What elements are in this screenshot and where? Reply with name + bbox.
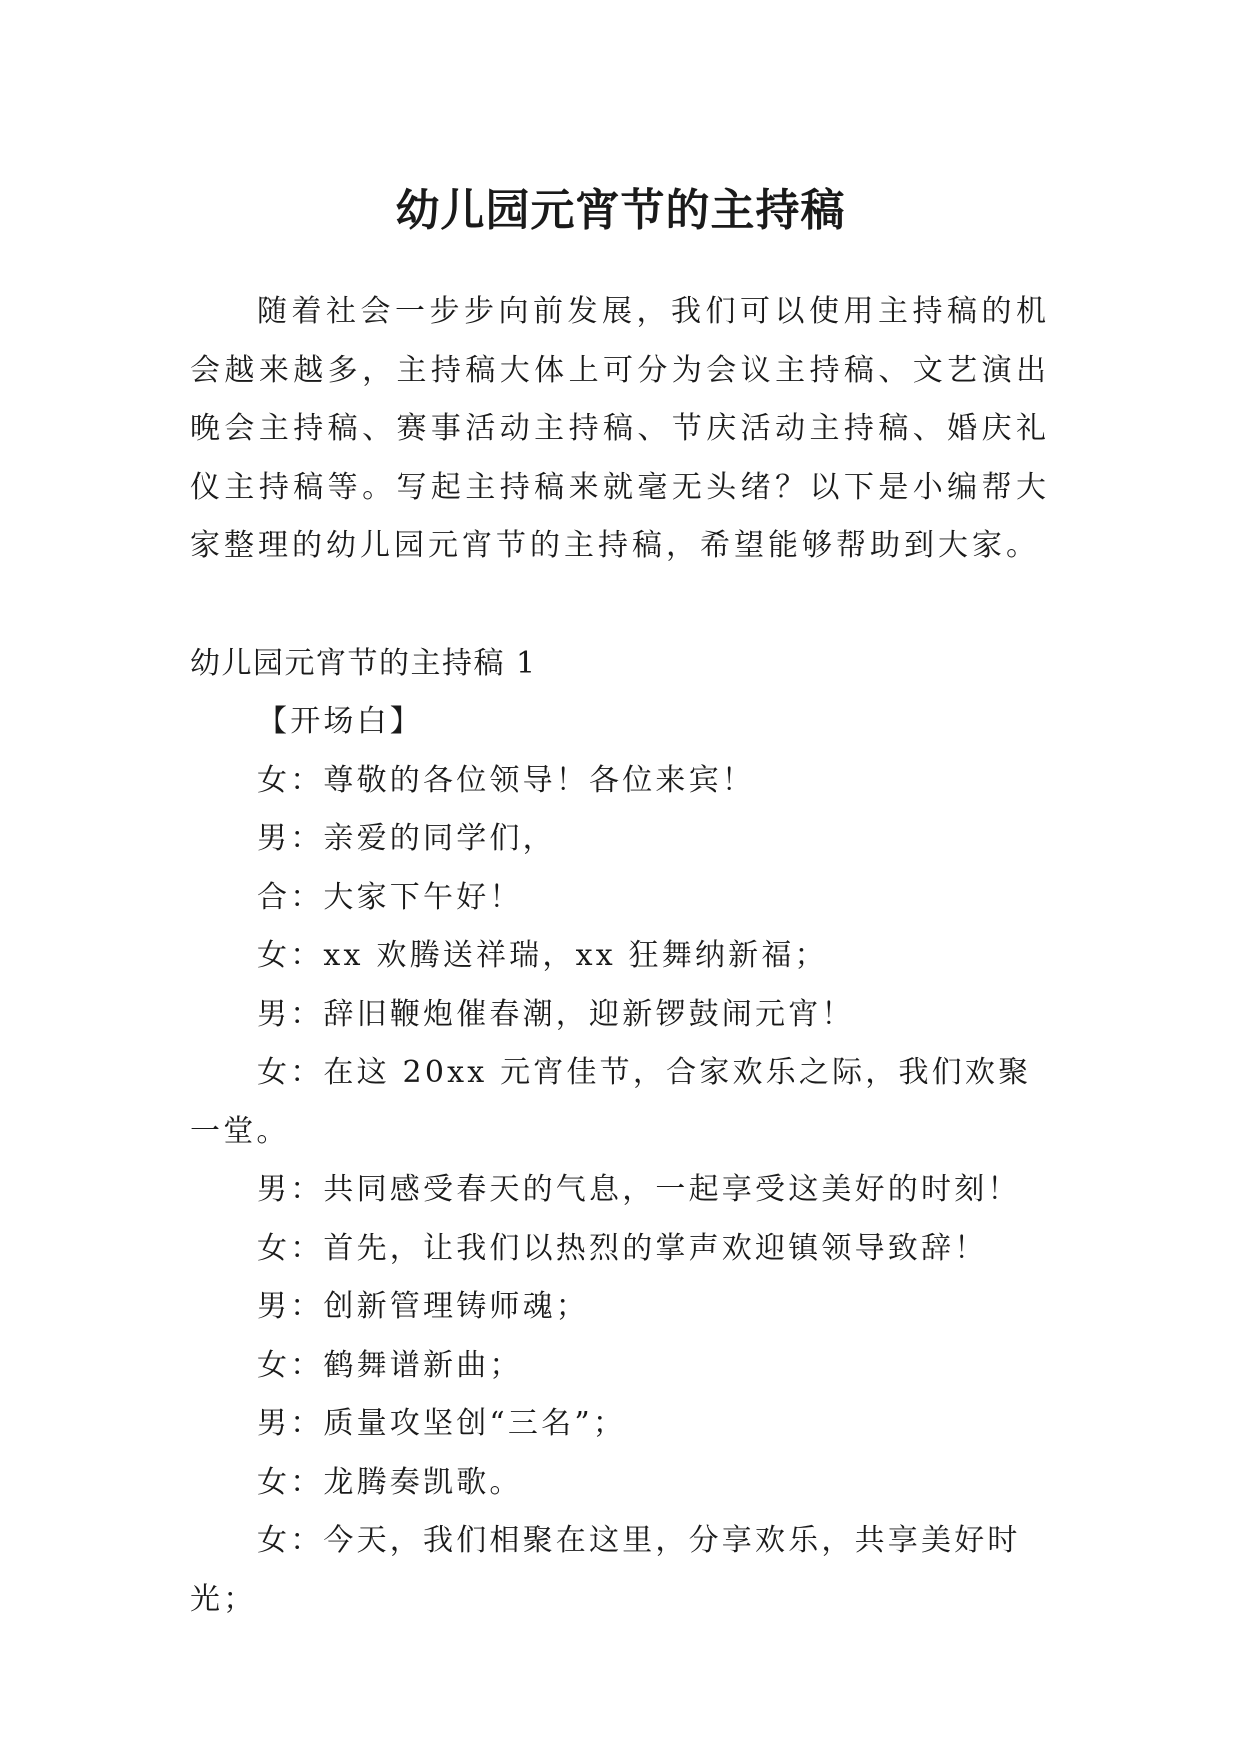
script-line: 女：鹤舞谱新曲；	[257, 1347, 523, 1383]
script-line: 女：xx 欢腾送祥瑞，xx 狂舞纳新福；	[257, 938, 828, 973]
script-line: 女：在这 20xx 元宵佳节，合家欢乐之际，我们欢聚一堂。	[190, 1055, 1032, 1149]
section-heading: 幼儿园元宵节的主持稿 1	[190, 646, 537, 681]
script-line: 男：亲爱的同学们，	[257, 821, 556, 856]
script-line: 女：龙腾奏凯歌。	[257, 1464, 523, 1500]
script-line: 男：共同感受春天的气息，一起享受这美好的时刻！	[257, 1172, 1021, 1207]
script-line: 【开场白】	[257, 704, 423, 739]
script-line: 男：辞旧鞭炮催春潮，迎新锣鼓闹元宵！	[257, 996, 855, 1032]
script-line: 女：尊敬的各位领导！各位来宾！	[257, 762, 755, 798]
script-line: 男：质量攻坚创“三名”；	[257, 1406, 627, 1441]
script-line: 女：首先，让我们以热烈的掌声欢迎镇领导致辞！	[257, 1230, 988, 1266]
script-lines	[190, 693, 1052, 1629]
document-title: 幼儿园元宵节的主持稿	[395, 185, 846, 237]
script-line: 女：今天，我们相聚在这里，分享欢乐，共享美好时光；	[190, 1523, 1021, 1617]
intro-paragraph: 随着社会一步步向前发展，我们可以使用主持稿的机会越来越多，主持稿大体上可分为会议主持稿、文艺演出晚会主持稿、赛事活动主持稿、节庆活动主持稿、婚庆礼仪主持稿等。写起主持稿来就毫无头绪？以下是小编帮大家整理的幼儿园元宵节的主持稿，希望能够帮助到大家。	[190, 294, 1050, 563]
script-line: 男：创新管理铸师魂；	[257, 1289, 589, 1324]
script-line: 合：大家下午好！	[257, 879, 523, 915]
